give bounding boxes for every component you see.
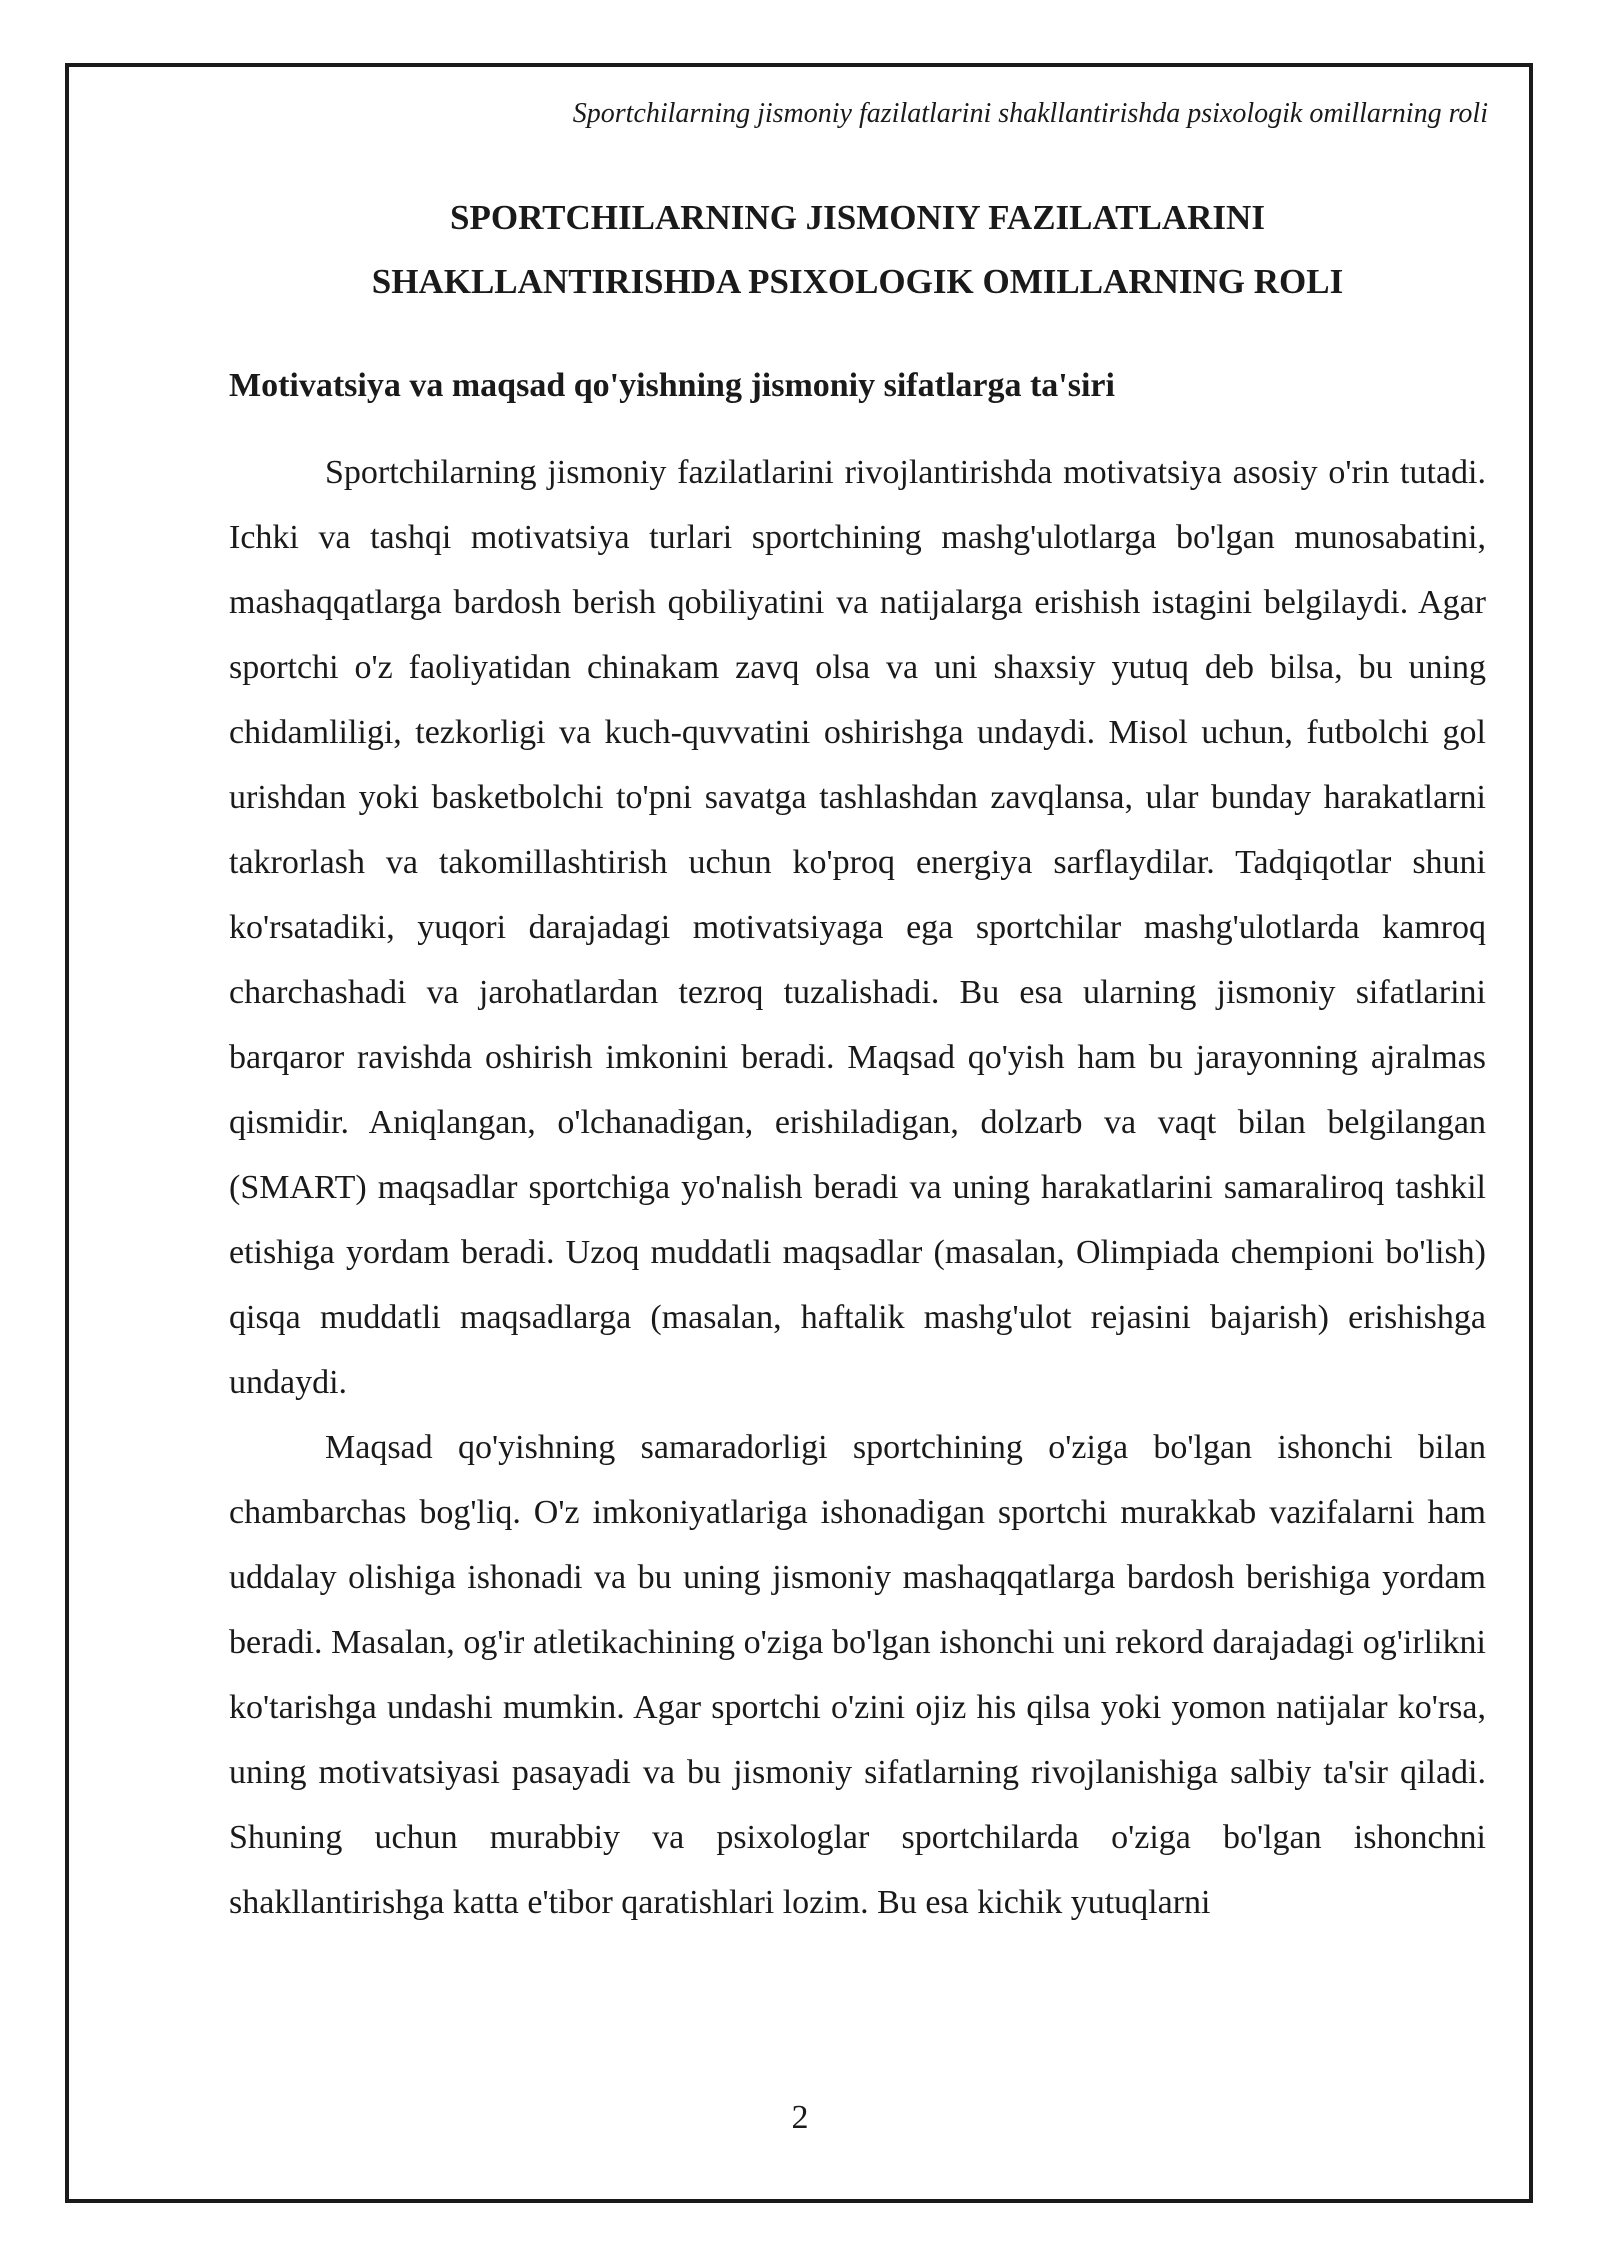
running-header: Sportchilarning jismoniy fazilatlarini shakllantirishda psixologik omillarning roli [572, 98, 1488, 129]
body-text [229, 440, 1486, 1935]
document-title-line-1: SPORTCHILARNING JISMONIY FAZILATLARINI [450, 198, 1265, 237]
document-title [229, 186, 1486, 314]
document-title-line-2: SHAKLLANTIRISHDA PSIXOLOGIK OMILLARNING ROLI [371, 262, 1344, 301]
page-number: 2 [791, 2099, 809, 2136]
section-heading: Motivatsiya va maqsad qo'yishning jismoniy sifatlarga ta'siri [229, 367, 1115, 404]
paragraph-1: Sportchilarning jismoniy fazilatlarini rivojlantirishda motivatsiya asosiy o'rin tutadi. Ichki va tashqi motivatsiya turlari sportchining mashg'ulotlarga bo'lgan munosabatini, mashaqqatlarga bardosh berish qobiliyatini va natijalarga erishish istagini belgilaydi. Agar sportchi o'z faoliyatidan chinakam zavq olsa va uni shaxsiy yutuq deb bilsa, bu uning chidamliligi, tezkorligi va kuch-quvvatini oshirishga undaydi. Misol uchun, futbolchi gol urishdan yoki basketbolchi to'pni savatga tashlashdan zavqlansa, ular bunday harakatlarni takrorlash va takomillashtirish uchun ko'proq energiya sarflaydilar. Tadqiqotlar shuni ko'rsatadiki, yuqori darajadagi motivatsiyaga ega sportchilar mashg'ulotlarda kamroq charchashadi va jarohatlardan tezroq tuzalishadi. Bu esa ularning jismoniy sifatlarini barqaror ravishda oshirish imkonini beradi. Maqsad qo'yish ham bu jarayonning ajralmas qismidir. Aniqlangan, o'lchanadigan, erishiladigan, dolzarb va vaqt bilan belgilangan (SMART) maqsadlar sportchiga yo'nalish beradi va uning harakatlarini samaraliroq tashkil etishiga yordam beradi. Uzoq muddatli maqsadlar (masalan, Olimpiada chempioni bo'lish) qisqa muddatli maqsadlarga (masalan, haftalik mashg'ulot rejasini bajarish) erishishga undaydi. [229, 454, 1486, 1401]
paragraph-2: Maqsad qo'yishning samaradorligi sportchining o'ziga bo'lgan ishonchi bilan chambarchas bog'liq. O'z imkoniyatlariga ishonadigan sportchi murakkab vazifalarni ham uddalay olishiga ishonadi va bu uning jismoniy mashaqqatlarga bardosh berishiga yordam beradi. Masalan, og'ir atletikachining o'ziga bo'lgan ishonchi uni rekord darajadagi og'irlikni ko'tarishga undashi mumkin. Agar sportchi o'zini ojiz his qilsa yoki yomon natijalar ko'rsa, uning motivatsiyasi pasayadi va bu jismoniy sifatlarning rivojlanishiga salbiy ta'sir qiladi. Shuning uchun murabbiy va psixologlar sportchilarda o'ziga bo'lgan ishonchni shakllantirishga katta e'tibor qaratishlari lozim. Bu esa kichik yutuqlarni [229, 1429, 1486, 1921]
